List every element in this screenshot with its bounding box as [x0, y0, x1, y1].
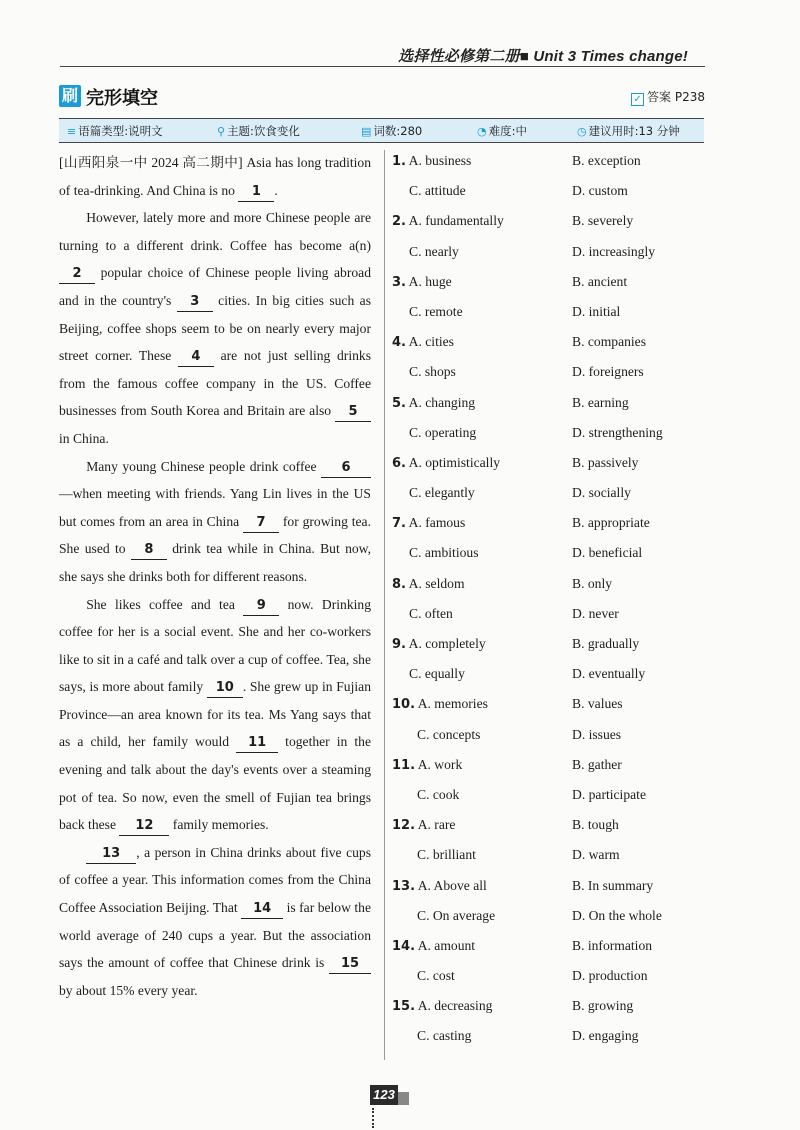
answer-options: [392, 150, 712, 1056]
question-row: [392, 693, 712, 723]
option-c: C. equally: [409, 666, 465, 682]
question-row: [392, 422, 712, 452]
option-b: B. gather: [572, 756, 622, 772]
list-icon: ≡: [67, 125, 77, 138]
option-d: D. socially: [572, 485, 631, 501]
question-number: 9.: [392, 637, 406, 652]
option-c: C. nearly: [409, 243, 459, 259]
question-number: 2.: [392, 214, 406, 230]
blank-4: 4: [178, 348, 214, 367]
option-b: B. In summary: [572, 877, 654, 893]
question-number: 7.: [392, 516, 406, 532]
paragraph-4: She likes coffee and tea 9 now. Drinking coffee for her is a social event. She and her co-workers like to sit in a café and talk over a cup of coffee. Tea, she says, is more about family 10 . She grew up in Fujian Province—an area known for its tea. Ms Yang says that as a child, her family would 11 together in the evening and talk about the day's events over a steaming pot of tea. So now, even the smell of Fujian tea brings back these 12 family memories.: [59, 591, 371, 839]
option-c: C. operating: [409, 424, 477, 440]
checkbox-icon: ✓: [631, 93, 644, 106]
question-row: [392, 663, 712, 693]
question-number: 1.: [392, 154, 406, 169]
option-d: D. engaging: [572, 1028, 639, 1044]
option-c: C. casting: [417, 1028, 472, 1044]
search-icon: ⚲: [217, 125, 226, 138]
question-number: 13.: [392, 878, 416, 894]
header-rule: [60, 66, 705, 67]
question-row: [392, 150, 712, 180]
question-row: [392, 724, 712, 754]
option-d: D. participate: [572, 786, 646, 802]
question-row: [392, 271, 712, 301]
question-row: [392, 784, 712, 814]
blank-14: 14: [241, 900, 283, 919]
option-d: D. issues: [572, 726, 622, 742]
option-d: D. production: [572, 968, 648, 984]
question-row: [392, 875, 712, 905]
option-a: 7. A. famous: [392, 515, 466, 532]
option-a: 4. A. cities: [392, 334, 454, 351]
blank-8: 8: [131, 541, 167, 560]
question-row: [392, 361, 712, 391]
cloze-passage: [59, 149, 371, 1004]
blank-10: 10: [207, 679, 243, 698]
question-number: 14.: [392, 938, 416, 954]
blank-6: 6: [321, 459, 371, 478]
option-d: D. never: [572, 605, 619, 621]
section-title: 完形填空: [86, 88, 158, 109]
option-b: B. growing: [572, 998, 634, 1014]
question-row: [392, 965, 712, 995]
document-icon: ▤: [361, 125, 372, 138]
page-number: 123: [370, 1085, 398, 1105]
option-c: C. On average: [417, 907, 496, 923]
question-number: 11.: [392, 757, 416, 773]
option-d: D. beneficial: [572, 545, 643, 561]
option-b: B. ancient: [572, 273, 628, 289]
option-c: C. remote: [409, 303, 463, 319]
question-row: [392, 452, 712, 482]
option-c: C. often: [409, 605, 453, 621]
option-a: 11. A. work: [392, 756, 463, 773]
blank-3: 3: [177, 293, 213, 312]
info-word-count: [361, 123, 422, 139]
question-number: 6.: [392, 455, 406, 471]
option-a: 14. A. amount: [392, 937, 476, 954]
question-row: [392, 573, 712, 603]
question-row: [392, 814, 712, 844]
question-row: [392, 210, 712, 240]
question-row: [392, 844, 712, 874]
info-theme: [217, 123, 300, 139]
question-row: [392, 180, 712, 210]
column-divider: [384, 150, 385, 1060]
question-row: [392, 1025, 712, 1055]
option-c: C. brilliant: [417, 847, 476, 863]
blank-9: 9: [243, 597, 279, 616]
option-d: D. strengthening: [572, 424, 663, 440]
question-row: [392, 482, 712, 512]
option-a: 3. A. huge: [392, 273, 452, 290]
option-d: D. foreigners: [572, 364, 644, 380]
option-a: 12. A. rare: [392, 817, 456, 834]
info-word-count-text: 词数:280: [373, 124, 423, 138]
option-d: D. warm: [572, 847, 620, 863]
option-b: B. appropriate: [572, 515, 650, 531]
page-edge-dots: [372, 1108, 377, 1128]
question-row: [392, 331, 712, 361]
question-row: [392, 995, 712, 1025]
option-b: B. tough: [572, 817, 619, 833]
blank-1: 1: [238, 183, 274, 202]
clock-icon: ◷: [577, 125, 587, 138]
paragraph-5: 13 , a person in China drinks about five cups of coffee a year. This information comes from the China Coffee Association Beijing. That 14 is far below the world average of 240 cups a year. But the association says the amount of coffee that Chinese drink is 15 by about 15% every year.: [59, 844, 371, 998]
option-c: C. elegantly: [409, 485, 475, 501]
question-number: 15.: [392, 999, 416, 1015]
question-row: [392, 301, 712, 331]
page-number-decoration: [398, 1092, 409, 1105]
option-b: B. gradually: [572, 636, 640, 651]
question-row: [392, 512, 712, 542]
option-a: 15. A. decreasing: [392, 998, 493, 1015]
option-d: D. custom: [572, 183, 628, 199]
option-a: 2. A. fundamentally: [392, 213, 504, 230]
option-d: D. On the whole: [572, 907, 662, 923]
question-row: [392, 633, 712, 663]
question-row: [392, 392, 712, 422]
blank-13: 13: [86, 845, 136, 864]
blank-2: 2: [59, 265, 95, 284]
option-d: D. initial: [572, 303, 621, 319]
question-row: [392, 542, 712, 572]
option-b: B. exception: [572, 153, 641, 168]
option-c: C. cook: [417, 786, 460, 802]
info-theme-text: 主题:饮食变化: [227, 124, 300, 138]
question-number: 10.: [392, 697, 416, 713]
running-header: 选择性必修第二册■ Unit 3 Times change!: [398, 48, 688, 65]
option-d: D. eventually: [572, 666, 646, 682]
option-b: B. information: [572, 937, 653, 953]
question-row: [392, 241, 712, 271]
option-b: B. earning: [572, 394, 629, 410]
answer-reference: [631, 88, 705, 106]
option-a: 5. A. changing: [392, 394, 476, 411]
blank-11: 11: [236, 734, 278, 753]
question-number: 5.: [392, 395, 406, 411]
question-row: [392, 935, 712, 965]
blank-12: 12: [119, 817, 169, 836]
option-a: 10. A. memories: [392, 696, 488, 713]
option-d: D. increasingly: [572, 243, 656, 259]
info-genre-text: 语篇类型:说明文: [78, 124, 163, 138]
option-c: C. shops: [409, 364, 456, 380]
option-b: B. only: [572, 575, 613, 591]
question-number: 4.: [392, 335, 406, 351]
question-row: [392, 905, 712, 935]
option-b: B. companies: [572, 334, 646, 350]
option-a: 1. A. business: [392, 153, 472, 169]
paragraph-2: However, lately more and more Chinese people are turning to a different drink. Coffee has become a(n) 2 popular choice of Chinese people living abroad and in the country's 3 cities. In big cities such as Beijing, coffee shops seem to be on nearly every major street corner. These 4 are not just selling drinks from the famous coffee company in the US. Coffee businesses from South Korea and Britain are also 5 in China.: [59, 210, 371, 446]
paragraph-3: Many young Chinese people drink coffee 6—when meeting with friends. Yang Lin lives in the US but comes from an area in China 7 for growing tea. She used to 8 drink tea while in China. But now, she says she drinks both for different reasons.: [59, 458, 371, 584]
question-number: 12.: [392, 818, 416, 834]
blank-7: 7: [243, 514, 279, 533]
option-b: B. passively: [572, 454, 639, 470]
option-a: 9. A. completely: [392, 636, 486, 652]
option-a: 8. A. seldom: [392, 575, 465, 592]
option-a: 13. A. Above all: [392, 877, 487, 894]
section-badge: 刷: [59, 85, 81, 107]
option-c: C. concepts: [417, 726, 481, 742]
blank-5: 5: [335, 403, 371, 422]
question-row: [392, 603, 712, 633]
option-a: 6. A. optimistically: [392, 454, 501, 471]
answer-reference-text: 答案 P238: [647, 90, 705, 104]
question-row: [392, 754, 712, 784]
gauge-icon: ◔: [477, 125, 487, 138]
paragraph-1: [山西阳泉一中 2024 高二期中] Asia has long tradition of tea-drinking. And China is no 1 .: [59, 149, 371, 204]
info-time: [577, 123, 680, 139]
option-b: B. severely: [572, 213, 634, 229]
blank-15: 15: [329, 955, 371, 974]
question-number: 8.: [392, 576, 406, 592]
info-time-text: 建议用时:13 分钟: [588, 124, 680, 138]
option-c: C. ambitious: [409, 545, 479, 561]
info-genre: [67, 123, 163, 139]
info-difficulty-text: 难度:中: [488, 124, 527, 138]
info-bar: [59, 118, 704, 143]
option-c: C. attitude: [409, 183, 466, 199]
question-number: 3.: [392, 274, 406, 290]
info-difficulty: [477, 123, 527, 139]
option-b: B. values: [572, 696, 623, 712]
option-c: C. cost: [417, 968, 455, 984]
